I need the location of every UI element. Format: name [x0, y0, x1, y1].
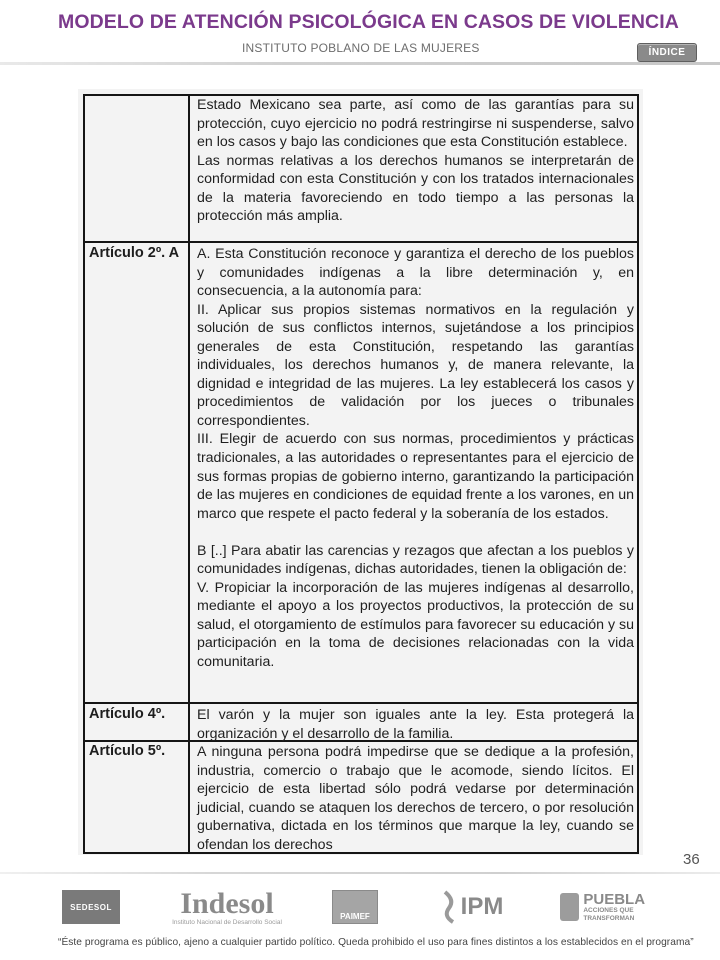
ipm-logo-text: IPM: [460, 893, 504, 920]
sedesol-logo: [62, 890, 120, 924]
header-divider: [0, 62, 720, 65]
puebla-logo-slogan: ACCIONES QUE TRANSFORMAN: [583, 906, 635, 922]
puebla-logo-text: PUEBLA: [583, 890, 646, 908]
institute-subtitle: INSTITUTO POBLANO DE LAS MUJERES: [242, 41, 480, 55]
paimef-logo-text: PAIMEF: [340, 912, 370, 921]
table-row-divider: [83, 702, 639, 704]
table-row-article: Artículo 4º.: [89, 706, 166, 722]
puebla-emblem-icon: [560, 893, 579, 921]
table-row-divider: [83, 241, 639, 243]
indesol-logo-text: Indesol: [180, 886, 274, 920]
table-row-article: Artículo 2º. A: [89, 245, 180, 261]
sedesol-logo-text: SEDESOL: [70, 902, 112, 912]
table-row-text: El varón y la mujer son iguales ante la ley. Esta protegerá la organización y el desarrollo de la familia.: [197, 707, 634, 742]
table-row-text: Estado Mexicano sea parte, así como de las garantías para su protección, cuyo ejercicio no podrá restringirse ni suspenderse, salvo en los casos y bajo las condiciones que esta Constitución establece. Las normas relativas a los derechos humanos se interpretarán de conformidad con esta Constitución y con los tratados internacionales de la materia favoreciendo en todo tiempo a las personas la protección más amplia.: [197, 97, 634, 225]
ipm-emblem-icon: [441, 890, 461, 924]
indesol-logo-subtext: Instituto Nacional de Desarrollo Social: [172, 918, 282, 926]
table-row-text: A. Esta Constitución reconoce y garantiza el derecho de los pueblos y comunidades indígenas a la libre determinación y, en consecuencia, a la autonomía para: II. Aplicar sus propios sistemas normativos en la regulación y solución de sus conflictos internos, sujetándose a los principios generales de esta Constitución, respetando las garantías individuales, los derechos humanos y, de manera relevante, la dignidad e integridad de las mujeres. La ley establecerá los casos y procedimientos de validación por los jueces o tribunales correspondientes. III. Elegir de acuerdo con sus normas, procedimientos y prácticas tradicionales, a las autoridades o representantes para el ejercicio de sus formas propias de gobierno interno, garantizando la participación de las mujeres en condiciones de equidad frente a los varones, en un marco que respete el pacto federal y la soberanía de los estados. B [..] Para abatir las carencias y rezagos que afectan a los pueblos y comunidades indígenas, dichas autoridades, tienen la obligación de: V. Propiciar la incorporación de las mujeres indígenas al desarrollo, mediante el apoyo a los proyectos productivos, la protección de su salud, el otorgamiento de estímulos para favorecer su educación y su participación en la toma de decisiones relacionadas con la vida comunitaria.: [197, 246, 634, 671]
ipm-logo: [440, 886, 504, 928]
indesol-logo: [172, 886, 282, 928]
page-number: 36: [683, 851, 700, 868]
document-title: MODELO DE ATENCIÓN PSICOLÓGICA EN CASOS DE VIOLENCIA: [58, 11, 679, 33]
puebla-logo: [560, 888, 660, 926]
paimef-logo: [332, 890, 378, 924]
index-button[interactable]: ÍNDICE: [637, 43, 697, 62]
program-disclaimer: “Éste programa es público, ajeno a cualquier partido político. Queda prohibido el uso para fines distintos a los establecidos en el programa”: [58, 937, 694, 948]
table-row-article: Artículo 5º.: [89, 743, 166, 759]
footer-divider: [0, 872, 720, 874]
table-row-text: A ninguna persona podrá impedirse que se dedique a la profesión, industria, comercio o trabajo que le acomode, siendo lícitos. El ejercicio de esta libertad sólo podrá vedarse por determinación judicial, cuando se ataquen los derechos de tercero, o por resolución gubernativa, dictada en los términos que marque la ley, cuando se ofendan los derechos: [197, 744, 634, 853]
